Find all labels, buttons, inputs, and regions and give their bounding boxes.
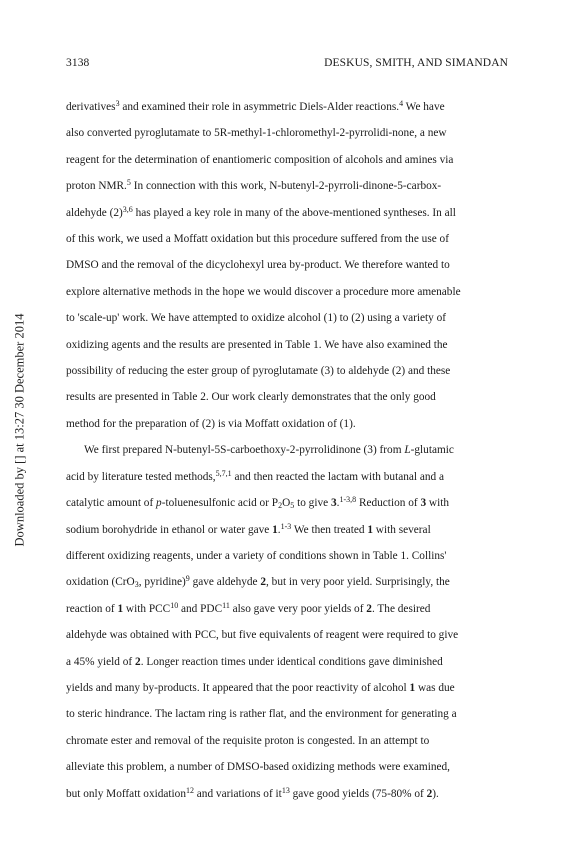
text-line <box>66 173 508 199</box>
text-line <box>66 490 508 516</box>
text-run: and PDC <box>178 602 223 615</box>
text-run: We then treated <box>291 523 368 536</box>
text-line <box>66 781 508 807</box>
text-run: with PCC <box>123 602 171 615</box>
text-run: was due <box>415 681 455 694</box>
text-run: with several <box>372 523 431 536</box>
text-run: . <box>336 497 340 510</box>
compound-number: 1 <box>409 681 416 694</box>
superscript: 11 <box>222 600 230 610</box>
text-line <box>66 358 508 384</box>
subscript: 2 <box>278 501 283 511</box>
text-run: aldehyde (2) <box>66 206 123 219</box>
text-line <box>66 437 508 463</box>
text-run: . <box>277 523 281 536</box>
superscript: 3,6 <box>122 204 133 214</box>
subscript: 5 <box>290 501 295 511</box>
superscript: 3 <box>115 99 120 108</box>
page-number: 3138 <box>66 57 90 69</box>
text-run: sodium borohydride in ethanol or water gave <box>66 523 273 536</box>
text-line <box>66 728 508 754</box>
text-run: has played a key role in many of the above-mentioned syntheses. In all <box>132 206 456 219</box>
text-run: chromate ester and removal of the requisite proton is congested. In an attempt to <box>66 734 430 747</box>
text-line <box>66 332 508 358</box>
text-run: derivatives <box>66 101 116 113</box>
text-run: -glutamic <box>410 444 454 457</box>
italic-text: p <box>156 497 162 510</box>
text-line <box>66 675 508 701</box>
superscript: 1-3 <box>280 521 292 531</box>
text-run: Reduction of <box>356 497 421 510</box>
italic-text: L <box>404 444 411 457</box>
text-line <box>66 200 508 226</box>
text-line <box>66 94 508 120</box>
text-run: We have <box>403 101 445 113</box>
text-run: different oxidizing reagents, under a variety of conditions shown in Table 1. Collins' <box>66 549 447 562</box>
text-run: In connection with this work, N-butenyl-2-pyrroli-dinone-5-carbox- <box>130 180 442 193</box>
text-run: acid by literature tested methods, <box>66 470 216 483</box>
superscript: 5,7,1 <box>215 468 232 478</box>
compound-number: 2 <box>135 655 141 668</box>
superscript: 12 <box>185 785 194 795</box>
superscript: 5 <box>126 178 131 188</box>
text-line <box>66 226 508 252</box>
text-run: to 'scale-up' work. We have attempted to oxidize alcohol (1) to (2) using a variety of <box>66 312 447 325</box>
text-line <box>66 384 508 410</box>
text-run: method for the preparation of (2) is via Moffatt oxidation of (1). <box>66 417 356 430</box>
text-line <box>66 517 508 543</box>
text-run: and then reacted the lactam with butanal and a <box>231 470 444 483</box>
text-run: a 45% yield of <box>66 655 136 668</box>
text-line <box>66 147 508 173</box>
text-run: reaction of <box>66 602 118 615</box>
text-run: gave good yields (75-80% of <box>289 787 427 800</box>
text-run: . The desired <box>371 602 431 615</box>
text-line <box>66 543 508 569</box>
text-run: DMSO and the removal of the dicyclohexyl urea by-product. We therefore wanted to <box>66 259 450 272</box>
text-run: explore alternative methods in the hope we would discover a procedure more amenable <box>66 285 461 298</box>
download-note: Downloaded by [] at 13:27 30 December 2014 <box>12 313 27 547</box>
compound-number: 1 <box>367 523 373 536</box>
text-run: and examined their role in asymmetric Diels-Alder reactions. <box>119 101 400 113</box>
running-head: DESKUS, SMITH, AND SIMANDAN <box>324 57 508 69</box>
text-line <box>66 464 508 490</box>
text-run: catalytic amount of <box>66 497 157 510</box>
text-run: gave aldehyde <box>189 576 261 589</box>
text-run: to give <box>294 497 331 510</box>
compound-number: 1 <box>272 523 278 536</box>
text-run: We first prepared N-butenyl-5S-carboethoxy-2-pyrrolidinone (3) from <box>84 444 405 457</box>
text-line <box>66 120 508 146</box>
text-run: to steric hindrance. The lactam ring is rather flat, and the environment for generating a <box>66 708 457 721</box>
text-run: results are presented in Table 2. Our work clearly demonstrates that the only good <box>66 391 436 404</box>
superscript: 1-3,8 <box>339 495 357 505</box>
text-line <box>66 569 508 595</box>
body-text <box>66 94 508 807</box>
superscript: 4 <box>399 99 404 108</box>
text-line <box>66 701 508 727</box>
text-run: with <box>426 497 450 510</box>
text-run: possibility of reducing the ester group of pyroglutamate (3) to aldehyde (2) and these <box>66 365 451 378</box>
text-run: yields and many by-products. It appeared that the poor reactivity of alcohol <box>66 681 410 694</box>
compound-number: 2 <box>426 787 433 800</box>
text-line <box>66 622 508 648</box>
subscript: 3 <box>134 580 139 590</box>
text-run: and variations of it <box>193 787 282 800</box>
text-line <box>66 305 508 331</box>
compound-number: 3 <box>420 497 427 510</box>
text-run: -toluenesulfonic acid or P <box>161 497 279 510</box>
text-run: ). <box>432 787 439 800</box>
text-run: , pyridine) <box>138 576 186 589</box>
text-run: of this work, we used a Moffatt oxidation but this procedure suffered from the use of <box>66 233 449 246</box>
text-line <box>66 754 508 780</box>
text-run: proton NMR. <box>66 180 127 193</box>
text-run: but only Moffatt oxidation <box>66 787 186 800</box>
compound-number: 3 <box>330 497 337 510</box>
compound-number: 2 <box>366 602 372 615</box>
compound-number: 1 <box>117 602 124 615</box>
compound-number: 2 <box>260 576 267 589</box>
text-run: aldehyde was obtained with PCC, but five equivalents of reagent were required to give <box>66 629 459 642</box>
text-line <box>66 649 508 675</box>
text-line <box>66 252 508 278</box>
text-run: . Longer reaction times under identical conditions gave diminished <box>140 655 443 668</box>
text-run: reagent for the determination of enantiomeric composition of alcohols and amines via <box>66 153 454 166</box>
text-run: oxidation (CrO <box>66 576 135 589</box>
superscript: 10 <box>170 600 179 610</box>
text-line <box>66 596 508 622</box>
text-run: oxidizing agents and the results are presented in Table 1. We have also examined the <box>66 338 448 351</box>
text-line <box>66 411 508 437</box>
superscript: 13 <box>281 785 290 795</box>
text-run: O <box>282 497 291 510</box>
text-line <box>66 279 508 305</box>
text-run: , but in very poor yield. Surprisingly, the <box>266 576 450 589</box>
superscript: 9 <box>185 574 190 584</box>
text-run: also converted pyroglutamate to 5R-methyl-1-chloromethyl-2-pyrrolidi-none, a new <box>66 127 447 140</box>
text-run: alleviate this problem, a number of DMSO-based oxidizing methods were examined, <box>66 761 450 774</box>
text-run: also gave very poor yields of <box>229 602 367 615</box>
